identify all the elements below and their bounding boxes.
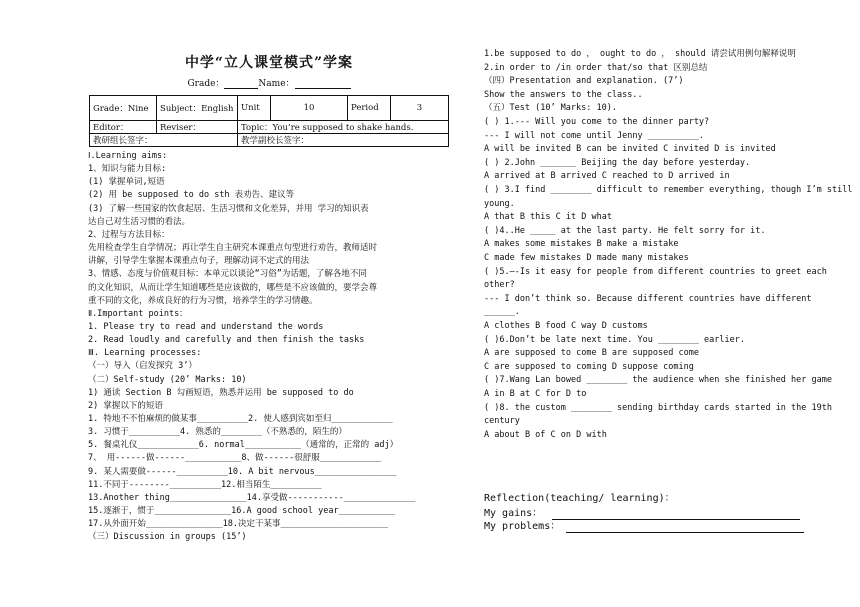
- unit-label-cell: Unit: [238, 96, 271, 121]
- period-label-cell: Period: [348, 96, 391, 121]
- left-lines-line: 15.逐渐于，惯于_______________16.A good school year___________: [88, 506, 395, 517]
- my-problems-blank[interactable]: [566, 520, 804, 533]
- left-lines-line: 1. 特地不不怕麻烦的做某事__________2. 使人感到宾如至归____________: [88, 414, 393, 424]
- editor-cell: Editor：: [90, 121, 157, 134]
- right-lines-line: A in B at C for D to: [484, 389, 587, 399]
- left-lines-line: 2) 掌握以下的短语: [88, 400, 163, 411]
- right-lines-line: other?: [484, 280, 515, 291]
- right-lines-line: --- I will not come until Jenny __________.: [484, 130, 705, 141]
- left-lines-line: 17.从外面开始_______________18.决定干某事_____________________: [88, 519, 388, 530]
- right-lines-line: ( )4..He _____ at the last party. He felt sorry for it.: [484, 225, 766, 236]
- left-lines-line: Ⅰ.Learning aims:: [88, 151, 168, 161]
- right-lines-line: ( )5.—-Is it easy for people from different countries to greet each: [484, 266, 827, 277]
- my-gains-blank[interactable]: [552, 507, 800, 520]
- right-lines-line: （四）Presentation and explanation. (7’): [484, 76, 684, 87]
- left-lines-line: 1、知识与能力目标:: [88, 164, 167, 175]
- group-leader-sign-cell: 教研组长签字：: [90, 134, 238, 147]
- info-row-1: [90, 96, 449, 121]
- right-lines-line: （五）Test (10’ Marks: 10).: [484, 103, 617, 114]
- right-lines-line: A that B this C it D what: [484, 212, 612, 223]
- left-lines-line: （三）Discussion in groups (15’): [88, 532, 247, 543]
- right-lines-line: century: [484, 416, 520, 427]
- right-lines-line: ( ) 2.John _______ Beijing the day before yesterday.: [484, 157, 751, 168]
- right-lines-line: ______.: [484, 307, 520, 318]
- page-title: 中学“立人课堂模式”学案: [184, 55, 354, 71]
- left-lines-line: （二）Self-study (20’ Marks: 10): [88, 374, 247, 385]
- subject-cell: Subject：English: [157, 96, 238, 121]
- vice-principal-sign-cell: 教学副校长签字：: [238, 134, 449, 147]
- left-lines-line: 13.Another thing_______________14.享受做-----------______________: [88, 492, 416, 503]
- info-table: [89, 95, 449, 147]
- left-lines-line: (3) 了解一些国家的饮食起居、生活习惯和文化差异，并用 学习的知识表: [88, 203, 369, 214]
- right-lines-line: ( )7.Wang Lan bowed ________ the audience when she finished her game: [484, 375, 832, 386]
- right-lines-line: C are supposed to coming D suppose coming: [484, 361, 694, 372]
- my-gains-line: [484, 507, 800, 520]
- info-row-3: [90, 134, 449, 147]
- my-gains-label: My gains：: [484, 508, 543, 519]
- left-lines-line: 讲解，引导学生掌握本课重点句子，理解动词不定式的用法: [88, 256, 310, 267]
- period-value-cell: 3: [391, 96, 449, 121]
- right-lines-line: 2.in order to /in order that/so that 区别总结: [484, 62, 708, 73]
- left-lines-line: 11.不同于--------__________12.相当陌生__________: [88, 479, 322, 490]
- right-lines-line: ( )8. the custom ________ sending birthday cards started in the 19th: [484, 402, 832, 413]
- right-lines-line: A arrived at B arrived C reached to D arrived in: [484, 171, 730, 182]
- right-lines-line: ( )6.Don’t be late next time. You ________ earlier.: [484, 334, 745, 345]
- right-lines-line: C made few mistakes D made many mistakes: [484, 253, 689, 263]
- right-lines-line: A about B of C on D with: [484, 429, 607, 440]
- left-lines-line: 7、 用------做------___________8、做------很舒服____________: [88, 453, 382, 464]
- grade-label: Grade：: [187, 79, 225, 89]
- info-row-2: [90, 121, 449, 134]
- reflection-title: Reflection(teaching/ learning)：: [484, 493, 675, 504]
- right-lines-line: A clothes B food C way D customs: [484, 321, 648, 331]
- right-lines-line: A will be invited B can be invited C invited D is invited: [484, 144, 776, 155]
- left-lines-line: 先用检查学生自学情况；再让学生自主研究本课重点句型进行劝告，教师适时: [88, 243, 378, 254]
- right-lines-line: A makes some mistakes B make a mistake: [484, 239, 679, 250]
- left-lines-line: 3、情感、态度与价值观目标：本单元以谈论“习俗”为话题，了解各地不同: [88, 269, 367, 280]
- left-lines-line: 2. Read loudly and carefully and then finish the tasks: [88, 335, 365, 346]
- left-lines-line: (2) 用 be supposed to do sth 表劝告、建议等: [88, 190, 295, 201]
- left-lines-line: Ⅱ.Important points：: [88, 308, 188, 319]
- grade-blank[interactable]: [224, 78, 258, 89]
- left-lines-line: (1) 掌握单词,短语: [88, 177, 165, 188]
- left-lines-line: 达自己对生活习惯的看法。: [88, 216, 191, 227]
- left-lines-line: 1) 通读 Section B 勾画短语，熟悉并运用 be supposed to do: [88, 387, 354, 398]
- name-blank[interactable]: [295, 78, 351, 89]
- left-lines-line: 1. Please try to read and understand the words: [88, 321, 324, 332]
- right-lines-line: ( ) 3.I find ________ difficult to remember everything, though I’m still: [484, 185, 853, 195]
- left-lines-line: 的文化知识，从而让学生知道哪些是应该做的，哪些是不应该做的，要学会尊: [88, 282, 378, 293]
- right-lines-line: --- I don’t think so. Because different countries have different: [484, 293, 812, 304]
- right-lines-line: Show the answers to the class..: [484, 89, 643, 100]
- topic-cell: Topic：You’re supposed to shake hands.: [238, 121, 449, 134]
- reviser-cell: Reviser：: [157, 121, 238, 134]
- left-lines-line: 9. 某人需要做------__________10. A bit nervous________________: [88, 466, 397, 477]
- right-lines-line: young.: [484, 198, 515, 209]
- left-lines-line: 5. 餐桌礼仪____________6. normal___________（通常的，正常的 adj）: [88, 440, 399, 451]
- grade-name-line: [88, 76, 450, 89]
- right-lines-line: 1.be supposed to do ， ought to do ， should 请尝试用例句解释说明: [484, 49, 796, 59]
- grade-cell: Grade：Nine: [90, 96, 157, 121]
- name-label: Name：: [258, 79, 295, 89]
- unit-value-cell: 10: [271, 96, 348, 121]
- my-problems-label: My problems：: [484, 521, 561, 532]
- left-lines-line: 重不同的文化，养成良好的行为习惯，培养学生的学习情趣。: [88, 295, 318, 306]
- right-lines-line: ( ) 1.--- Will you come to the dinner party?: [484, 117, 710, 127]
- left-lines-line: Ⅲ. Learning processes:: [88, 348, 202, 359]
- left-lines-line: 3. 习惯于__________4. 熟悉的________（不熟悉的，陌生的）: [88, 427, 347, 438]
- left-lines-line: （一）导入（启发探究 3’）: [88, 361, 197, 372]
- right-lines-line: A are supposed to come B are supposed come: [484, 348, 699, 359]
- left-lines-line: 2、过程与方法目标：: [88, 229, 170, 240]
- my-problems-line: [484, 520, 804, 533]
